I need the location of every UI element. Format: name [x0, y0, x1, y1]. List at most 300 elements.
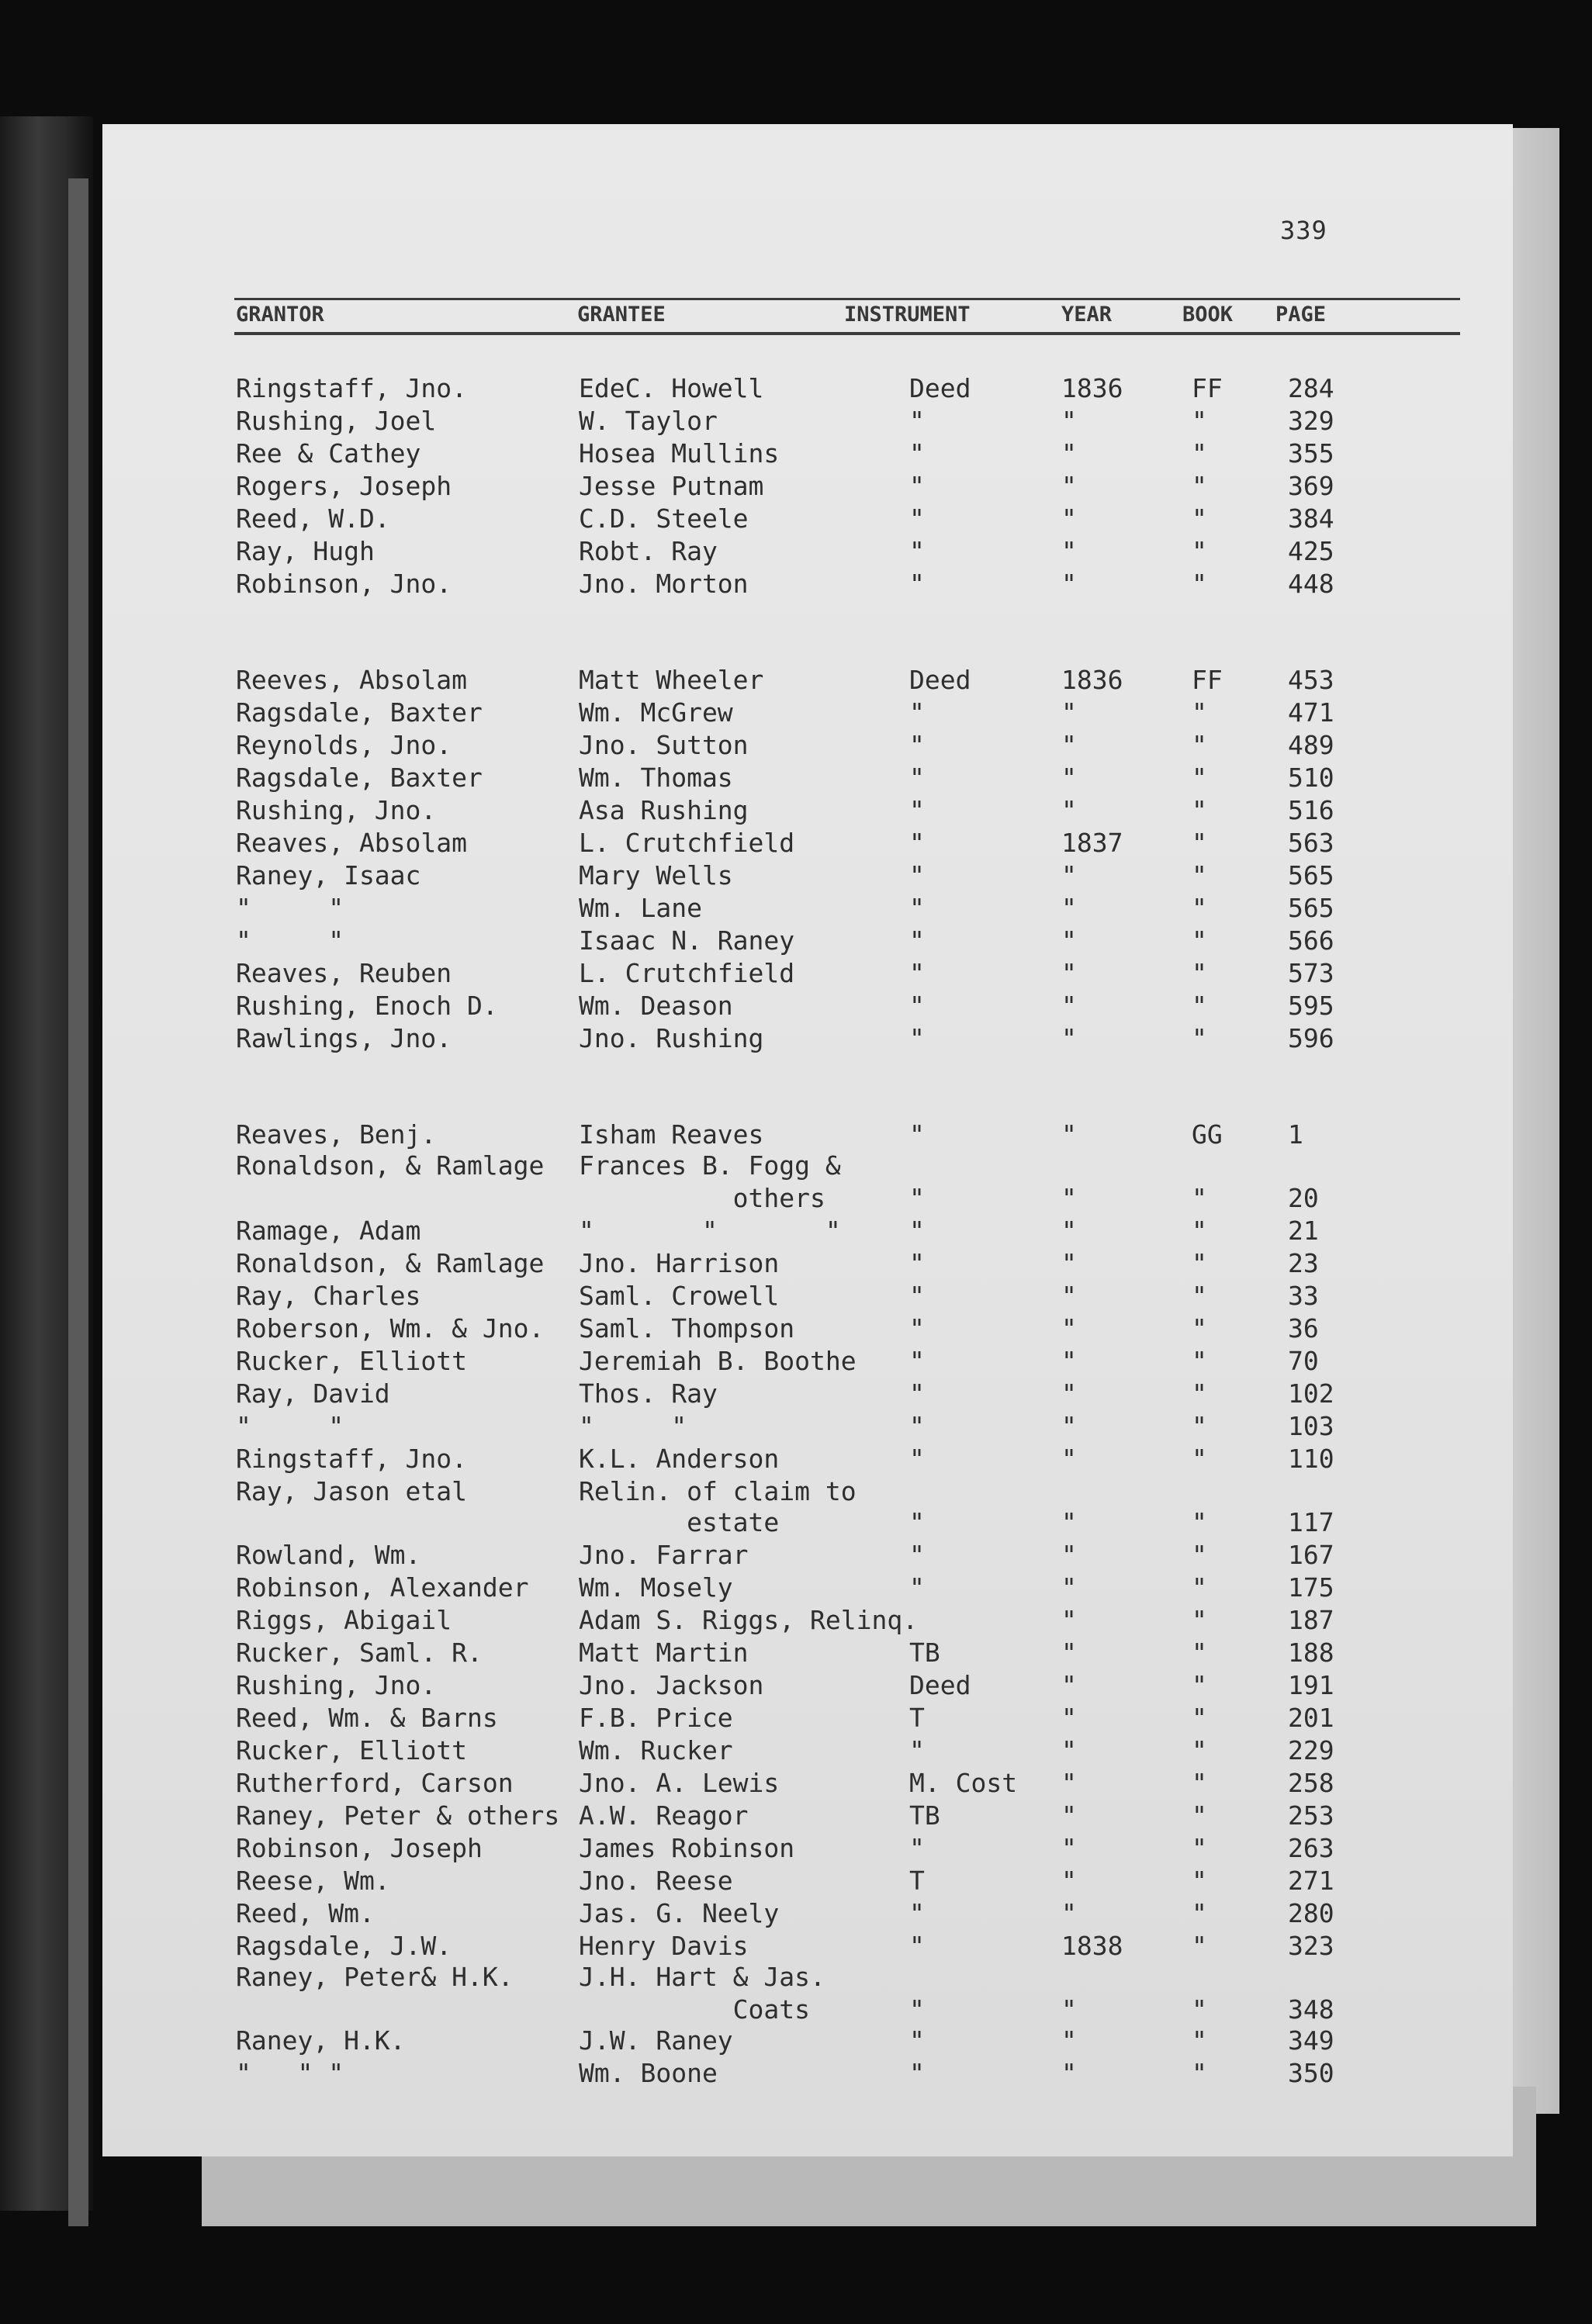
ledger-row	[102, 503, 1513, 535]
cell-year: "	[1061, 1833, 1077, 1863]
cell-grantor: Ramage, Adam	[236, 1216, 421, 1246]
cell-book: "	[1192, 1540, 1207, 1570]
cell-page: 348	[1288, 1994, 1334, 2025]
cell-grantee: Robt. Ray	[579, 536, 718, 566]
cell-instrument: "	[909, 536, 925, 566]
cell-book: "	[1192, 1866, 1207, 1896]
cell-year: "	[1061, 1507, 1077, 1537]
cell-instrument: "	[909, 471, 925, 501]
cell-grantor: Riggs, Abigail	[236, 1605, 452, 1635]
cell-page: 329	[1288, 406, 1334, 436]
ledger-row	[102, 1961, 1513, 1994]
cell-year: "	[1061, 1605, 1077, 1635]
cell-instrument: "	[909, 503, 925, 534]
cell-year: "	[1061, 2058, 1077, 2088]
ledger-row	[102, 2025, 1513, 2057]
cell-grantor: Raney, Isaac	[236, 860, 421, 891]
cell-grantor: Reaves, Benj.	[236, 1119, 437, 1150]
cell-book: "	[1192, 2025, 1207, 2056]
ledger-row	[102, 1572, 1513, 1604]
cell-grantee: Wm. Deason	[579, 991, 733, 1021]
cell-grantee: Wm. Thomas	[579, 763, 733, 793]
ledger-row	[102, 1312, 1513, 1345]
cell-grantor: Ragsdale, J.W.	[236, 1931, 452, 1961]
cell-grantor: Reed, Wm. & Barns	[236, 1703, 498, 1733]
cell-grantee: Jas. G. Neely	[579, 1898, 780, 1928]
ledger-page	[102, 124, 1513, 2156]
cell-instrument: TB	[909, 1638, 940, 1668]
cell-grantor: Ragsdale, Baxter	[236, 697, 483, 728]
cell-year: "	[1061, 1994, 1077, 2025]
ledger-row	[102, 1345, 1513, 1378]
cell-page: 263	[1288, 1833, 1334, 1863]
cell-grantee: Jno. Farrar	[579, 1540, 749, 1570]
ledger-row	[102, 1410, 1513, 1443]
cell-page: 384	[1288, 503, 1334, 534]
ledger-row	[102, 1475, 1513, 1508]
cell-grantee: C.D. Steele	[579, 503, 749, 534]
header-rule-top	[234, 298, 1460, 300]
ledger-row	[102, 1994, 1513, 2026]
cell-page: 271	[1288, 1866, 1334, 1896]
cell-grantor: Ragsdale, Baxter	[236, 763, 483, 793]
cell-instrument: "	[909, 991, 925, 1021]
ledger-row	[102, 762, 1513, 794]
ledger-row	[102, 925, 1513, 957]
cell-book: "	[1192, 828, 1207, 858]
ledger-row	[102, 1702, 1513, 1734]
header-rule-bottom	[234, 332, 1460, 335]
cell-book: "	[1192, 763, 1207, 793]
cell-page: 21	[1288, 1216, 1319, 1246]
cell-instrument: "	[909, 1833, 925, 1863]
cell-page: 595	[1288, 991, 1334, 1021]
ledger-row	[102, 859, 1513, 892]
cell-grantee: L. Crutchfield	[579, 828, 795, 858]
cell-page: 284	[1288, 373, 1334, 403]
cell-book: "	[1192, 1444, 1207, 1474]
cell-page: 510	[1288, 763, 1334, 793]
cell-book: "	[1192, 1216, 1207, 1246]
ledger-row	[102, 1215, 1513, 1247]
cell-year: 1836	[1061, 665, 1123, 695]
cell-grantee: L. Crutchfield	[579, 958, 795, 988]
cell-grantee: Jno. Sutton	[579, 730, 749, 760]
cell-year: "	[1061, 991, 1077, 1021]
cell-book: "	[1192, 1670, 1207, 1700]
cell-grantee: Isham Reaves	[579, 1119, 764, 1150]
cell-grantee: K.L. Anderson	[579, 1444, 780, 1474]
cell-grantor: Ray, David	[236, 1378, 390, 1409]
cell-instrument: Deed	[909, 665, 971, 695]
cell-instrument: "	[909, 2058, 925, 2088]
cell-page: 280	[1288, 1898, 1334, 1928]
cell-instrument: Deed	[909, 373, 971, 403]
cell-year: "	[1061, 1313, 1077, 1344]
cell-instrument: "	[909, 1540, 925, 1570]
cell-instrument: M. Cost	[909, 1768, 1018, 1798]
cell-page: 103	[1288, 1411, 1334, 1441]
cell-year: "	[1061, 1670, 1077, 1700]
cell-page: 258	[1288, 1768, 1334, 1798]
cell-book: "	[1192, 925, 1207, 956]
ledger-row	[102, 892, 1513, 925]
cell-grantor: Ree & Cathey	[236, 438, 421, 469]
ledger-row	[102, 1734, 1513, 1767]
cell-grantor: Rogers, Joseph	[236, 471, 452, 501]
cell-grantee: others	[579, 1183, 825, 1213]
cell-grantor: Ringstaff, Jno.	[236, 1444, 468, 1474]
cell-page: 33	[1288, 1281, 1319, 1311]
cell-instrument: "	[909, 697, 925, 728]
cell-year: "	[1061, 1281, 1077, 1311]
cell-grantor: Ray, Jason etal	[236, 1476, 468, 1506]
ledger-row	[102, 957, 1513, 990]
cell-instrument: "	[909, 1735, 925, 1765]
cell-book: "	[1192, 1605, 1207, 1635]
header-grantee: GRANTEE	[577, 303, 666, 327]
cell-year: "	[1061, 1183, 1077, 1213]
cell-instrument: "	[909, 893, 925, 923]
cell-grantor: Ringstaff, Jno.	[236, 373, 468, 403]
cell-book: "	[1192, 1703, 1207, 1733]
cell-book: FF	[1192, 373, 1223, 403]
cell-grantee: Frances B. Fogg &	[579, 1150, 841, 1181]
cell-book: "	[1192, 536, 1207, 566]
cell-page: 1	[1288, 1119, 1303, 1150]
cell-page: 566	[1288, 925, 1334, 956]
cell-year: "	[1061, 1411, 1077, 1441]
cell-grantee: Jeremiah B. Boothe	[579, 1346, 857, 1376]
cell-page: 187	[1288, 1605, 1334, 1635]
cell-grantee: " " "	[579, 1216, 841, 1246]
cell-page: 110	[1288, 1444, 1334, 1474]
ledger-row	[102, 1443, 1513, 1475]
cell-grantor: Ronaldson, & Ramlage	[236, 1248, 545, 1278]
ledger-row	[102, 1022, 1513, 1055]
cell-instrument: "	[909, 1183, 925, 1213]
cell-book: "	[1192, 1183, 1207, 1213]
cell-grantee: Henry Davis	[579, 1931, 749, 1961]
ledger-row	[102, 1930, 1513, 1963]
cell-page: 70	[1288, 1346, 1319, 1376]
cell-grantee: Wm. McGrew	[579, 697, 733, 728]
cell-grantor: " "	[236, 1411, 344, 1441]
header-grantor: GRANTOR	[236, 303, 324, 327]
cell-instrument: "	[909, 406, 925, 436]
cell-instrument: "	[909, 1313, 925, 1344]
ledger-row	[102, 535, 1513, 568]
cell-year: "	[1061, 536, 1077, 566]
ledger-row	[102, 1506, 1513, 1539]
cell-grantor: Raney, Peter& H.K.	[236, 1962, 514, 1992]
cell-grantee: Matt Wheeler	[579, 665, 764, 695]
cell-grantor: Rushing, Enoch D.	[236, 991, 498, 1021]
cell-book: "	[1192, 1898, 1207, 1928]
cell-grantor: Reaves, Absolam	[236, 828, 468, 858]
cell-year: "	[1061, 2025, 1077, 2056]
cell-year: "	[1061, 1768, 1077, 1798]
cell-book: "	[1192, 1411, 1207, 1441]
cell-grantor: Reynolds, Jno.	[236, 730, 452, 760]
cell-year: "	[1061, 893, 1077, 923]
cell-instrument: TB	[909, 1800, 940, 1831]
cell-grantee: James Robinson	[579, 1833, 795, 1863]
cell-book: "	[1192, 697, 1207, 728]
cell-grantor: Robinson, Alexander	[236, 1572, 529, 1603]
cell-book: "	[1192, 1346, 1207, 1376]
cell-year: "	[1061, 860, 1077, 891]
cell-instrument: "	[909, 1023, 925, 1053]
cell-year: "	[1061, 1119, 1077, 1150]
cell-instrument: "	[909, 1346, 925, 1376]
cell-book: "	[1192, 893, 1207, 923]
ledger-row	[102, 729, 1513, 762]
cell-instrument: "	[909, 1248, 925, 1278]
cell-grantee: Jno. Jackson	[579, 1670, 764, 1700]
cell-instrument: "	[909, 1898, 925, 1928]
cell-instrument: "	[909, 860, 925, 891]
cell-year: "	[1061, 503, 1077, 534]
cell-book: "	[1192, 730, 1207, 760]
cell-book: "	[1192, 1994, 1207, 2025]
cell-page: 369	[1288, 471, 1334, 501]
cell-grantee: Jesse Putnam	[579, 471, 764, 501]
cell-book: "	[1192, 2058, 1207, 2088]
cell-book: "	[1192, 1768, 1207, 1798]
cell-grantor: Reeves, Absolam	[236, 665, 468, 695]
cell-book: "	[1192, 471, 1207, 501]
cell-grantor: Reed, Wm.	[236, 1898, 375, 1928]
cell-page: 117	[1288, 1507, 1334, 1537]
cell-grantee: " "	[579, 1411, 687, 1441]
cell-page: 350	[1288, 2058, 1334, 2088]
cell-page: 573	[1288, 958, 1334, 988]
cell-year: "	[1061, 1866, 1077, 1896]
ledger-row	[102, 568, 1513, 600]
cell-page: 229	[1288, 1735, 1334, 1765]
cell-grantee: Wm. Rucker	[579, 1735, 733, 1765]
ledger-row	[102, 437, 1513, 470]
cell-grantee: estate	[579, 1507, 780, 1537]
cell-grantee: Jno. A. Lewis	[579, 1768, 780, 1798]
cell-year: "	[1061, 569, 1077, 599]
header-year: YEAR	[1061, 303, 1113, 327]
cell-year: "	[1061, 1216, 1077, 1246]
ledger-row	[102, 1767, 1513, 1800]
cell-book: "	[1192, 1800, 1207, 1831]
cell-book: "	[1192, 1833, 1207, 1863]
cell-page: 489	[1288, 730, 1334, 760]
cell-grantor: Robinson, Joseph	[236, 1833, 483, 1863]
cell-year: "	[1061, 697, 1077, 728]
ledger-row	[102, 827, 1513, 859]
cell-grantee: Isaac N. Raney	[579, 925, 795, 956]
ledger-row	[102, 664, 1513, 697]
cell-page: 563	[1288, 828, 1334, 858]
cell-year: "	[1061, 958, 1077, 988]
cell-grantee: Jno. Reese	[579, 1866, 733, 1896]
cell-grantee: Mary Wells	[579, 860, 733, 891]
ledger-row	[102, 470, 1513, 503]
cell-grantor: Rutherford, Carson	[236, 1768, 514, 1798]
header-page: PAGE	[1275, 303, 1327, 327]
cell-grantor: Rucker, Elliott	[236, 1735, 468, 1765]
cell-book: "	[1192, 1572, 1207, 1603]
cell-page: 565	[1288, 860, 1334, 891]
cell-grantor: " "	[236, 893, 344, 923]
cell-instrument: "	[909, 763, 925, 793]
header-book: BOOK	[1182, 303, 1234, 327]
cell-book: "	[1192, 1378, 1207, 1409]
ledger-row	[102, 1182, 1513, 1215]
cell-book: "	[1192, 1638, 1207, 1668]
ledger-row	[102, 1897, 1513, 1930]
cell-book: "	[1192, 503, 1207, 534]
cell-grantee: Saml. Crowell	[579, 1281, 780, 1311]
cell-grantor: Raney, Peter & others	[236, 1800, 560, 1831]
ledger-row	[102, 1280, 1513, 1312]
cell-instrument: "	[909, 1931, 925, 1961]
cell-page: 425	[1288, 536, 1334, 566]
ledger-row	[102, 405, 1513, 437]
cell-instrument: "	[909, 2025, 925, 2056]
cell-instrument: "	[909, 438, 925, 469]
cell-year: "	[1061, 438, 1077, 469]
cell-page: 191	[1288, 1670, 1334, 1700]
cell-page: 471	[1288, 697, 1334, 728]
cell-grantee: Hosea Mullins	[579, 438, 780, 469]
cell-instrument: "	[909, 1994, 925, 2025]
cell-year: "	[1061, 795, 1077, 825]
cell-year: "	[1061, 1023, 1077, 1053]
cell-book: "	[1192, 991, 1207, 1021]
ledger-row	[102, 1119, 1513, 1151]
cell-grantee: F.B. Price	[579, 1703, 733, 1733]
cell-year: 1836	[1061, 373, 1123, 403]
cell-instrument: "	[909, 1281, 925, 1311]
cell-year: 1837	[1061, 828, 1123, 858]
cell-instrument: "	[909, 1572, 925, 1603]
cell-book: "	[1192, 1313, 1207, 1344]
cell-grantor: Roberson, Wm. & Jno.	[236, 1313, 545, 1344]
cell-grantor: Rowland, Wm.	[236, 1540, 421, 1570]
cell-instrument: "	[909, 1378, 925, 1409]
cell-grantee: J.W. Raney	[579, 2025, 733, 2056]
ledger-row	[102, 1150, 1513, 1182]
cell-instrument: "	[909, 958, 925, 988]
cell-year: "	[1061, 1898, 1077, 1928]
cell-book: "	[1192, 569, 1207, 599]
cell-grantee: Jno. Harrison	[579, 1248, 780, 1278]
cell-grantee: Saml. Thompson	[579, 1313, 795, 1344]
cell-grantor: Robinson, Jno.	[236, 569, 452, 599]
cell-grantor: Rushing, Jno.	[236, 1670, 437, 1700]
cell-page: 23	[1288, 1248, 1319, 1278]
cell-grantee: Wm. Boone	[579, 2058, 718, 2088]
cell-grantee: Jno. Morton	[579, 569, 749, 599]
cell-year: "	[1061, 1703, 1077, 1733]
cell-book: "	[1192, 1281, 1207, 1311]
cell-page: 349	[1288, 2025, 1334, 2056]
cell-page: 175	[1288, 1572, 1334, 1603]
cell-grantee: EdeC. Howell	[579, 373, 764, 403]
cell-page: 36	[1288, 1313, 1319, 1344]
cell-book: "	[1192, 406, 1207, 436]
ledger-row	[102, 1604, 1513, 1637]
cell-page: 448	[1288, 569, 1334, 599]
cell-year: "	[1061, 925, 1077, 956]
cell-year: "	[1061, 1800, 1077, 1831]
cell-page: 102	[1288, 1378, 1334, 1409]
cell-grantor: Rucker, Elliott	[236, 1346, 468, 1376]
cell-grantor: Ray, Hugh	[236, 536, 375, 566]
ledger-row	[102, 1669, 1513, 1702]
cell-grantee: Wm. Lane	[579, 893, 702, 923]
cell-grantee: Adam S. Riggs, Relinq.	[579, 1605, 919, 1635]
cell-book: "	[1192, 795, 1207, 825]
cell-grantee: J.H. Hart & Jas.	[579, 1962, 825, 1992]
cell-year: "	[1061, 1378, 1077, 1409]
cell-grantor: " "	[236, 925, 344, 956]
ledger-row	[102, 1832, 1513, 1865]
cell-instrument: "	[909, 795, 925, 825]
ledger-row	[102, 794, 1513, 827]
cell-year: "	[1061, 1248, 1077, 1278]
cell-grantor: Reed, W.D.	[236, 503, 390, 534]
cell-year: "	[1061, 1572, 1077, 1603]
cell-instrument: "	[909, 1119, 925, 1150]
cell-book: "	[1192, 1735, 1207, 1765]
binder-edge	[68, 178, 88, 2226]
cell-year: "	[1061, 763, 1077, 793]
cell-page: 20	[1288, 1183, 1319, 1213]
cell-page: 565	[1288, 893, 1334, 923]
cell-instrument: T	[909, 1703, 925, 1733]
ledger-row	[102, 1539, 1513, 1572]
cell-year: "	[1061, 1540, 1077, 1570]
cell-year: "	[1061, 1444, 1077, 1474]
cell-year: "	[1061, 1346, 1077, 1376]
cell-year: 1838	[1061, 1931, 1123, 1961]
cell-book: "	[1192, 1248, 1207, 1278]
cell-instrument: "	[909, 1411, 925, 1441]
cell-year: "	[1061, 730, 1077, 760]
cell-page: 167	[1288, 1540, 1334, 1570]
cell-instrument: "	[909, 569, 925, 599]
cell-grantor: " " "	[236, 2058, 344, 2088]
cell-book: "	[1192, 1931, 1207, 1961]
cell-instrument: "	[909, 828, 925, 858]
cell-page: 201	[1288, 1703, 1334, 1733]
cell-book: FF	[1192, 665, 1223, 695]
ledger-row	[102, 1865, 1513, 1897]
page-number: 339	[1280, 216, 1327, 245]
cell-grantee: Relin. of claim to	[579, 1476, 857, 1506]
cell-grantor: Ray, Charles	[236, 1281, 421, 1311]
cell-grantor: Rushing, Jno.	[236, 795, 437, 825]
ledger-row	[102, 697, 1513, 729]
cell-instrument: T	[909, 1866, 925, 1896]
cell-grantee: Wm. Mosely	[579, 1572, 733, 1603]
cell-grantor: Reese, Wm.	[236, 1866, 390, 1896]
cell-page: 355	[1288, 438, 1334, 469]
cell-year: "	[1061, 406, 1077, 436]
cell-grantor: Rucker, Saml. R.	[236, 1638, 483, 1668]
ledger-row	[102, 990, 1513, 1022]
ledger-row	[102, 1378, 1513, 1410]
cell-grantee: Coats	[579, 1994, 811, 2025]
